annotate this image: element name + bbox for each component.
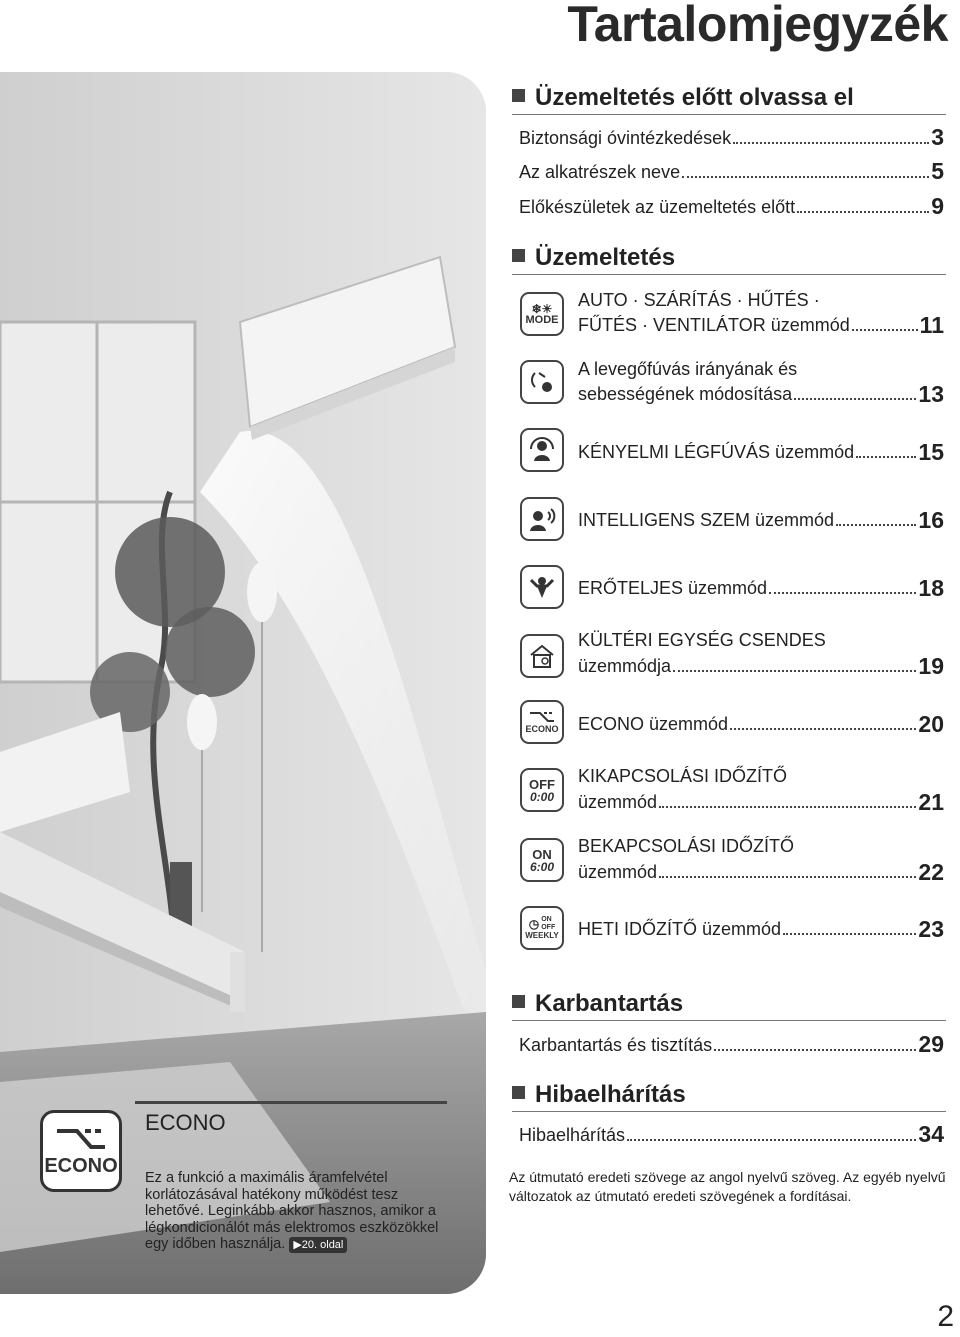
toc-entry[interactable]: HETI IDŐZÍTŐ üzemmód 23 (578, 916, 944, 942)
toc-entry[interactable]: üzemmódja 19 (578, 653, 944, 679)
toc-entry-line: KIKAPCSOLÁSI IDŐZÍTŐ (578, 766, 788, 786)
mode-icon: ❄☀ MODE (520, 292, 564, 336)
econo-icon: ECONO (40, 1110, 122, 1192)
section-heading-troubleshooting: Hibaelhárítás (512, 1081, 946, 1112)
toc-entry[interactable]: üzemmód 22 (578, 859, 944, 885)
square-bullet-icon (512, 1086, 525, 1099)
toc-entry[interactable]: Előkészületek az üzemeltetés előtt 9 (519, 193, 944, 219)
toc-entry[interactable]: Karbantartás és tisztítás 29 (519, 1031, 944, 1057)
econo-icon: ECONO (520, 700, 564, 744)
off-timer-icon: OFF 0:00 (520, 768, 564, 812)
toc-entry[interactable]: Biztonsági óvintézkedések 3 (519, 124, 944, 150)
powerful-icon (520, 565, 564, 609)
page-number: 2 (937, 1300, 954, 1333)
airflow-icon (520, 360, 564, 404)
page-title: Tartalomjegyzék (567, 0, 948, 52)
toc-entry[interactable]: Az alkatrészek neve 5 (519, 158, 944, 184)
divider (135, 1101, 447, 1104)
square-bullet-icon (512, 995, 525, 1008)
toc-entry[interactable]: üzemmód 21 (578, 789, 944, 815)
toc-entry-line: AUTO · SZÁRÍTÁS · HŰTÉS · (578, 290, 820, 310)
comfort-airflow-icon (520, 428, 564, 472)
toc-entry[interactable]: sebességének módosítása 13 (578, 381, 944, 407)
section-heading-operation: Üzemeltetés (512, 244, 946, 275)
toc-entry[interactable]: ERŐTELJES üzemmód 18 (578, 575, 944, 601)
translation-note: Az útmutató eredeti szövege az angol nyelvű szöveg. Az egyéb nyelvű változatok az útmutató eredeti szövegének a fordításai. (509, 1169, 946, 1204)
outdoor-quiet-icon (520, 634, 564, 678)
toc-entry-line: A levegőfúvás irányának és (578, 359, 798, 379)
toc-entry[interactable]: KÉNYELMI LÉGFÚVÁS üzemmód 15 (578, 439, 944, 465)
section-heading-before-operation: Üzemeltetés előtt olvassa el (512, 84, 946, 115)
on-timer-icon: ON 6:00 (520, 838, 564, 882)
econo-box-text: Ez a funkció a maximális áramfelvétel korlátozásával hatékony működést tesz lehetővé. Leginkább akkor hasznos, amikor a légkondicionálót más elektromos eszközökkel egy időben használja. ▶20. oldal (145, 1170, 439, 1252)
page-reference[interactable]: ▶20. oldal (289, 1237, 347, 1253)
toc-entry[interactable]: Hibaelhárítás 34 (519, 1121, 944, 1147)
toc-entry[interactable]: ECONO üzemmód 20 (578, 711, 944, 737)
toc-entry[interactable]: FŰTÉS · VENTILÁTOR üzemmód 11 (578, 312, 944, 338)
section-heading-maintenance: Karbantartás (512, 990, 946, 1021)
toc-entry-line: KÜLTÉRI EGYSÉG CSENDES (578, 630, 826, 650)
square-bullet-icon (512, 249, 525, 262)
intelligent-eye-icon (520, 497, 564, 541)
econo-box-title: ECONO (145, 1110, 226, 1135)
square-bullet-icon (512, 89, 525, 102)
toc-entry-line: BEKAPCSOLÁSI IDŐZÍTŐ (578, 836, 795, 856)
toc-entry[interactable]: INTELLIGENS SZEM üzemmód 16 (578, 507, 944, 533)
weekly-timer-icon: ◷ ON OFF WEEKLY (520, 906, 564, 950)
